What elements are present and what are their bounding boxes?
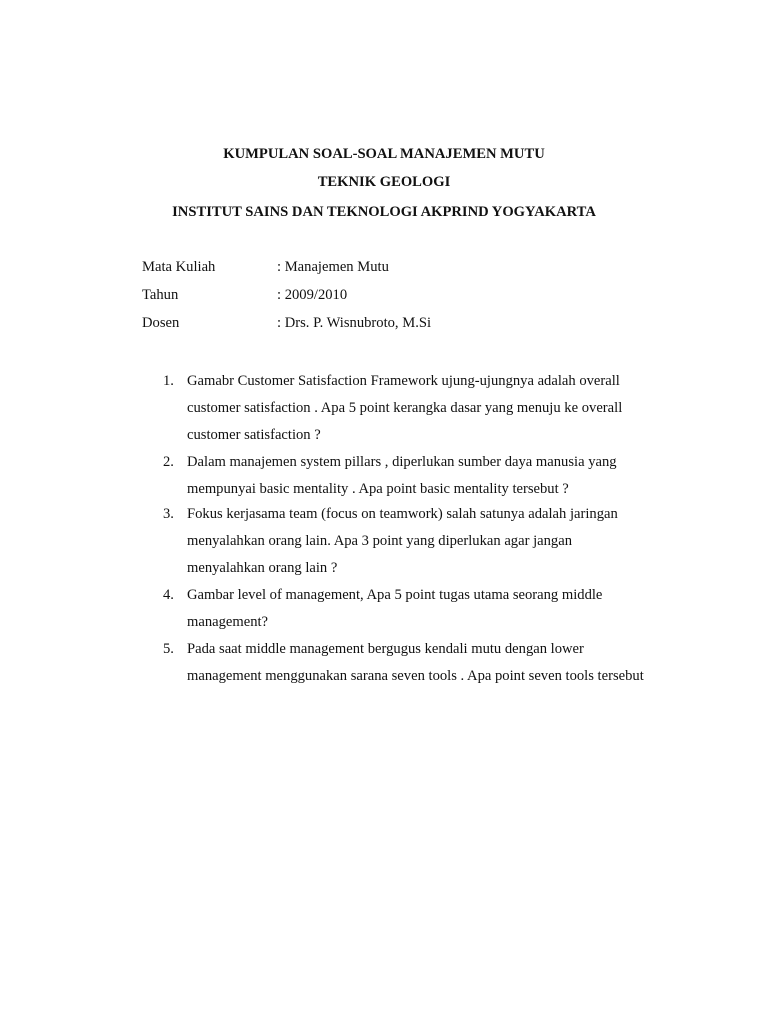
course-label: Mata Kuliah: [142, 259, 216, 275]
question-number: 5.: [163, 641, 174, 657]
question-line: Dalam manajemen system pillars , diperlukan sumber daya manusia yang: [187, 454, 617, 470]
question-line: management menggunakan sarana seven tools . Apa point seven tools tersebut: [187, 668, 644, 684]
question-line: Gambar level of management, Apa 5 point tugas utama seorang middle: [187, 587, 603, 603]
department-title: TEKNIK GEOLOGI: [317, 174, 451, 190]
lecturer-value: : Drs. P. Wisnubroto, M.Si: [277, 315, 432, 331]
document-title: KUMPULAN SOAL-SOAL MANAJEMEN MUTU: [223, 146, 545, 162]
question-number: 1.: [163, 373, 174, 389]
question-number: 3.: [163, 506, 174, 522]
question-line: Fokus kerjasama team (focus on teamwork) salah satunya adalah jaringan: [187, 506, 618, 522]
question-line: menyalahkan orang lain ?: [187, 560, 338, 576]
question-line: customer satisfaction . Apa 5 point kerangka dasar yang menuju ke overall: [187, 400, 623, 416]
question-line: Gamabr Customer Satisfaction Framework ujung-ujungnya adalah overall: [187, 373, 620, 389]
question-line: mempunyai basic mentality . Apa point basic mentality tersebut ?: [187, 481, 569, 497]
year-value: : 2009/2010: [277, 287, 348, 303]
question-line: customer satisfaction ?: [187, 427, 321, 443]
course-value: : Manajemen Mutu: [277, 259, 389, 275]
question-number: 4.: [163, 587, 174, 603]
lecturer-label: Dosen: [142, 315, 180, 331]
question-line: menyalahkan orang lain. Apa 3 point yang diperlukan agar jangan: [187, 533, 572, 549]
year-label: Tahun: [142, 287, 179, 303]
question-number: 2.: [163, 454, 174, 470]
question-line: management?: [187, 614, 269, 630]
question-line: Pada saat middle management bergugus kendali mutu dengan lower: [187, 641, 584, 657]
institution-title: INSTITUT SAINS DAN TEKNOLOGI AKPRIND YOGYAKARTA: [172, 204, 596, 220]
